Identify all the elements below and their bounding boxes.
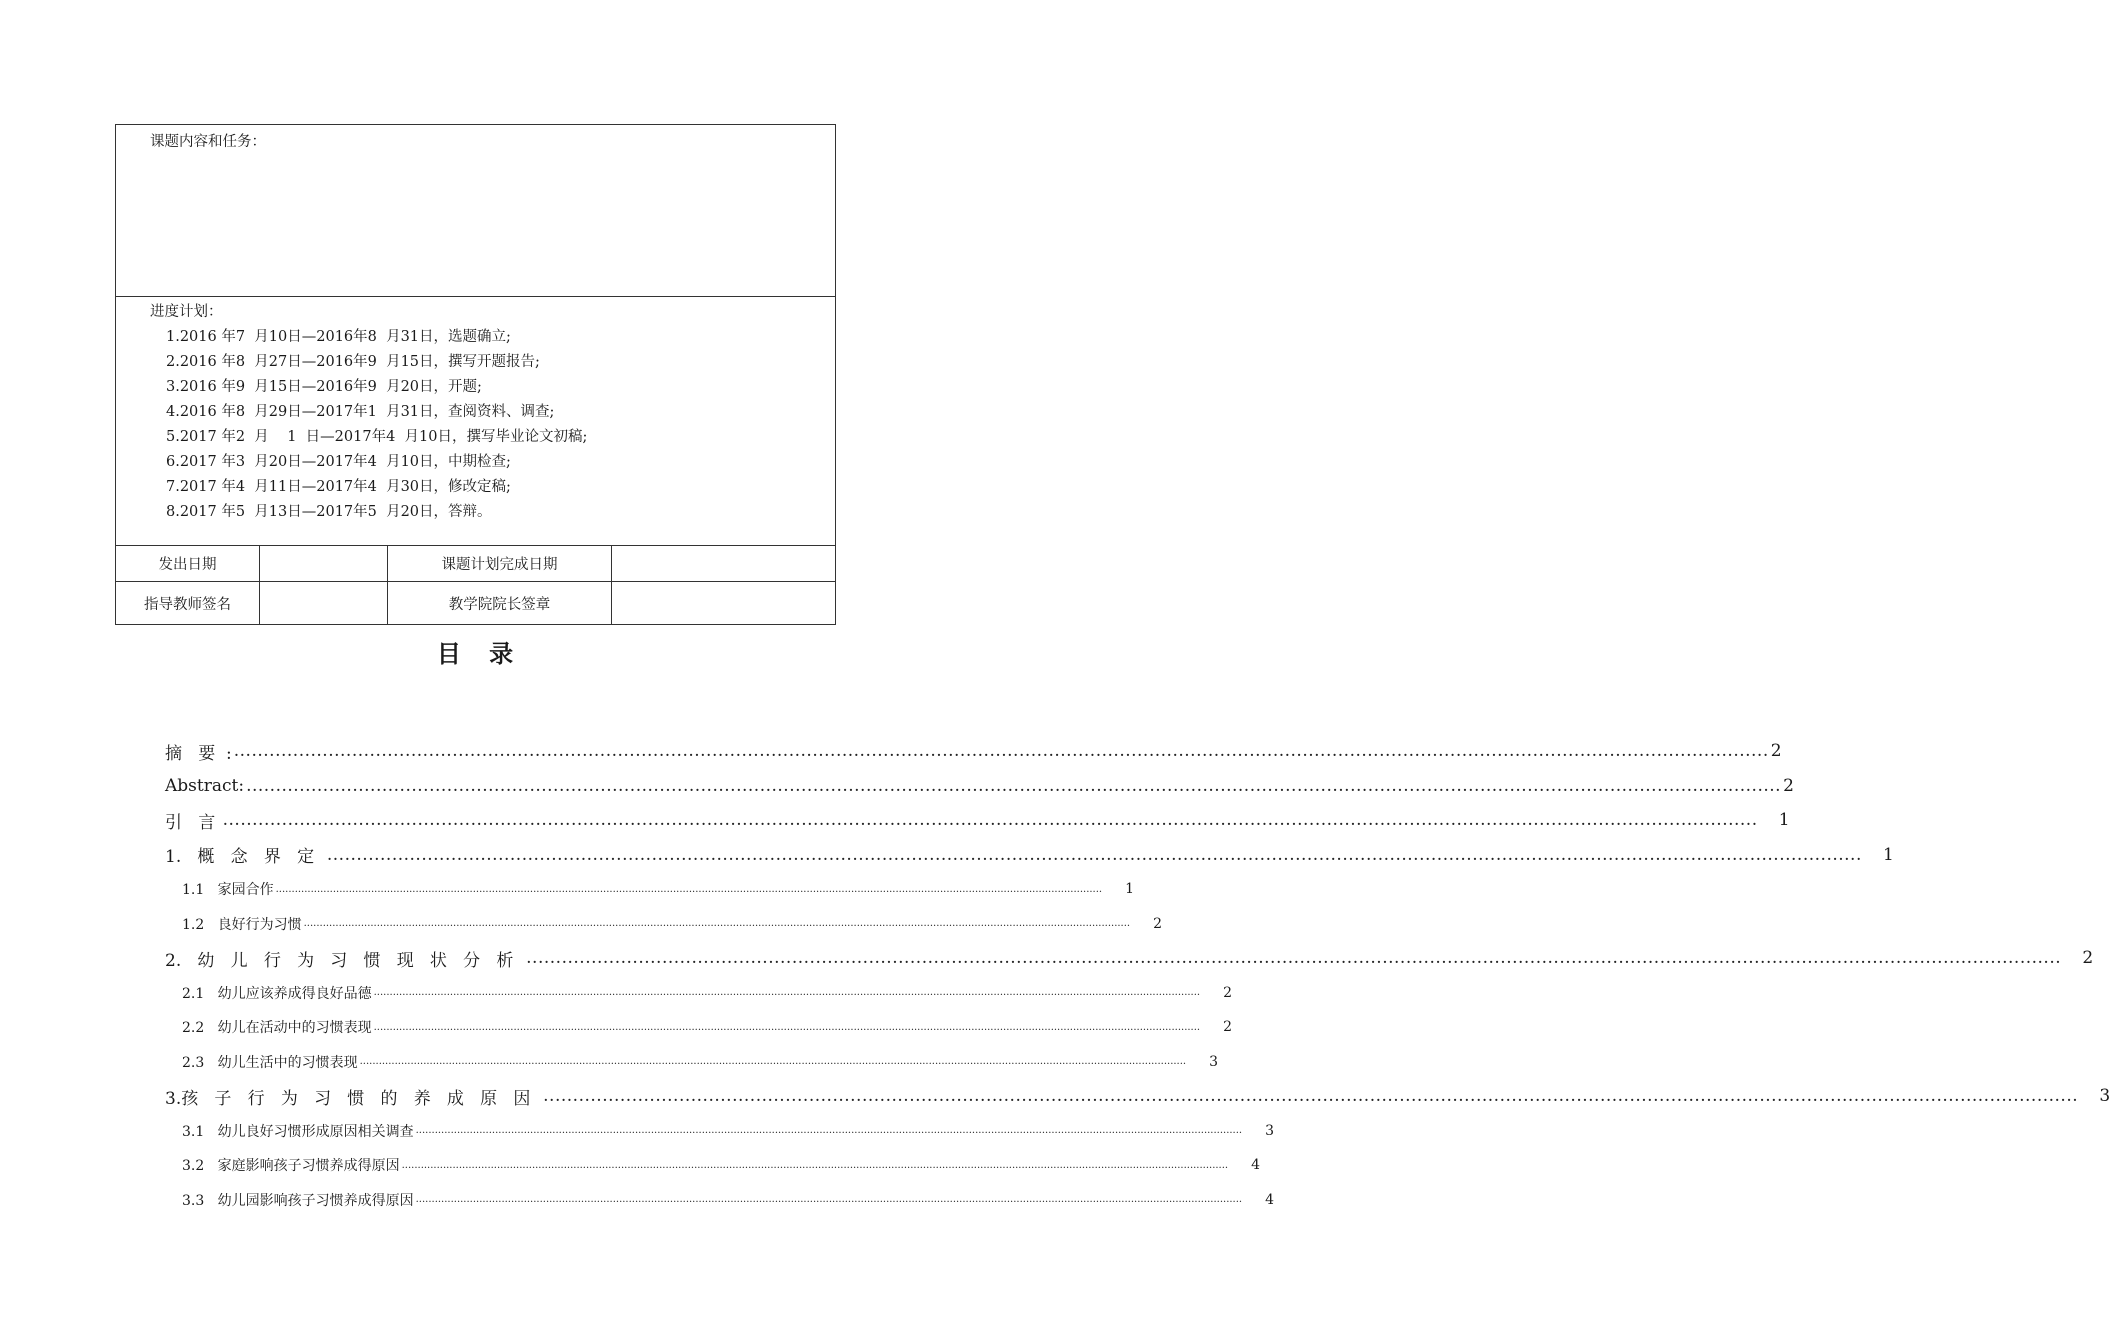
toc-entry-title: 引 言	[165, 812, 221, 833]
schedule-list	[116, 325, 835, 525]
advisor-signature-label: 指导教师签名	[116, 582, 260, 625]
toc-entry[interactable]	[165, 907, 1163, 942]
toc-entry-page: 2	[1223, 984, 1233, 1001]
toc-dot-leader: ....................................................................................................................................................................................................................................................................	[222, 810, 1758, 831]
toc-entry-title: 1.1 家园合作	[182, 882, 274, 899]
toc-entry-page: 1	[1125, 881, 1135, 898]
toc-title: 目 录	[436, 640, 524, 668]
task-content-cell	[116, 125, 836, 297]
toc-entry-page: 2	[1153, 915, 1163, 932]
toc-dot-leader: ....................................................................................................................................................................................................................................................................	[275, 883, 1103, 895]
toc-entry-title: 摘 要 :	[165, 743, 232, 764]
table-of-contents	[165, 734, 2110, 1217]
toc-entry-title: 2.3 幼儿生活中的习惯表现	[182, 1054, 358, 1071]
toc-entry[interactable]	[165, 872, 1135, 907]
schedule-item: 4.2016 年8 月29日—2017年1 月31日，查阅资料、调查;	[166, 404, 555, 420]
schedule-item: 5.2017 年2 月 1 日—2017年4 月10日，撰写毕业论文初稿;	[166, 429, 588, 445]
toc-dot-leader: ....................................................................................................................................................................................................................................................................	[373, 987, 1201, 999]
schedule-item: 6.2017 年3 月20日—2017年4 月10日，中期检查;	[166, 454, 511, 470]
toc-entry-page: 2	[1783, 775, 1794, 796]
toc-entry[interactable]	[165, 976, 1233, 1011]
toc-entry[interactable]	[165, 1114, 1275, 1149]
toc-entry-title: 3.3 幼儿园影响孩子习惯养成得原因	[182, 1192, 414, 1209]
schedule-item: 7.2017 年4 月11日—2017年4 月30日，修改定稿;	[166, 479, 511, 495]
schedule-cell	[116, 297, 836, 546]
toc-entry-page: 4	[1251, 1157, 1261, 1174]
toc-entry-title: 3.孩 子 行 为 习 惯 的 养 成 原 因	[165, 1088, 542, 1109]
dean-stamp-label: 教学院院长签章	[388, 582, 612, 625]
schedule-label: 进度计划：	[150, 304, 223, 320]
schedule-item: 1.2016 年7 月10日—2016年8 月31日，选题确立;	[166, 329, 511, 345]
toc-entry-title: 2.2 幼儿在活动中的习惯表现	[182, 1020, 372, 1037]
toc-entry-title: 1. 概 念 界 定	[165, 847, 325, 868]
toc-entry-page: 3	[1265, 1122, 1275, 1139]
toc-dot-leader: ....................................................................................................................................................................................................................................................................	[401, 1159, 1229, 1171]
schedule-item: 8.2017 年5 月13日—2017年5 月20日，答辩。	[166, 504, 492, 520]
toc-entry-title: Abstract:	[165, 775, 245, 796]
schedule-item: 2.2016 年8 月27日—2016年9 月15日，撰写开题报告;	[166, 354, 540, 370]
toc-dot-leader: ....................................................................................................................................................................................................................................................................	[326, 844, 1862, 865]
toc-entry-title: 3.2 家庭影响孩子习惯养成得原因	[182, 1158, 400, 1175]
toc-entry[interactable]	[165, 803, 1790, 838]
toc-entry[interactable]	[165, 941, 2094, 976]
assignment-form-table	[115, 124, 836, 625]
toc-entry[interactable]	[165, 1010, 1233, 1045]
toc-entry[interactable]	[165, 1183, 1275, 1218]
toc-entry[interactable]	[165, 734, 1782, 769]
toc-entry-page: 1	[1778, 810, 1790, 831]
toc-entry-page: 4	[1265, 1191, 1275, 1208]
toc-entry-page: 1	[1883, 844, 1894, 865]
toc-entry-title: 2.1 幼儿应该养成得良好品德	[182, 985, 372, 1002]
toc-entry[interactable]	[165, 1148, 1261, 1183]
toc-entry[interactable]	[165, 1045, 1219, 1080]
toc-dot-leader: ....................................................................................................................................................................................................................................................................	[246, 775, 1782, 796]
toc-dot-leader: ....................................................................................................................................................................................................................................................................	[359, 1056, 1187, 1068]
advisor-signature-value[interactable]	[260, 582, 388, 625]
toc-entry-page: 3	[2099, 1086, 2110, 1107]
toc-entry-page: 2	[2082, 948, 2094, 969]
toc-dot-leader: ....................................................................................................................................................................................................................................................................	[233, 741, 1769, 762]
dean-stamp-value[interactable]	[612, 582, 836, 625]
toc-entry[interactable]	[165, 1079, 2110, 1114]
toc-entry-page: 2	[1770, 741, 1782, 762]
toc-dot-leader: ....................................................................................................................................................................................................................................................................	[303, 918, 1131, 930]
toc-entry-title: 2. 幼 儿 行 为 习 惯 现 状 分 析	[165, 950, 525, 971]
toc-dot-leader: ....................................................................................................................................................................................................................................................................	[415, 1194, 1243, 1206]
toc-entry-page: 3	[1209, 1053, 1219, 1070]
schedule-item: 3.2016 年9 月15日—2016年9 月20日，开题;	[166, 379, 482, 395]
task-content-label: 课题内容和任务：	[150, 134, 266, 150]
toc-entry-title: 3.1 幼儿良好习惯形成原因相关调查	[182, 1123, 414, 1140]
issue-date-label: 发出日期	[116, 546, 260, 582]
toc-dot-leader: ....................................................................................................................................................................................................................................................................	[373, 1021, 1201, 1033]
toc-dot-leader: ....................................................................................................................................................................................................................................................................	[526, 948, 2062, 969]
toc-entry-title: 1.2 良好行为习惯	[182, 916, 302, 933]
toc-entry[interactable]	[165, 838, 1894, 873]
toc-entry[interactable]	[165, 769, 1794, 804]
toc-dot-leader: ....................................................................................................................................................................................................................................................................	[543, 1086, 2079, 1107]
toc-dot-leader: ....................................................................................................................................................................................................................................................................	[415, 1125, 1243, 1137]
planned-completion-label: 课题计划完成日期	[388, 546, 612, 582]
planned-completion-value[interactable]	[612, 546, 836, 582]
toc-entry-page: 2	[1223, 1019, 1233, 1036]
issue-date-value[interactable]	[260, 546, 388, 582]
